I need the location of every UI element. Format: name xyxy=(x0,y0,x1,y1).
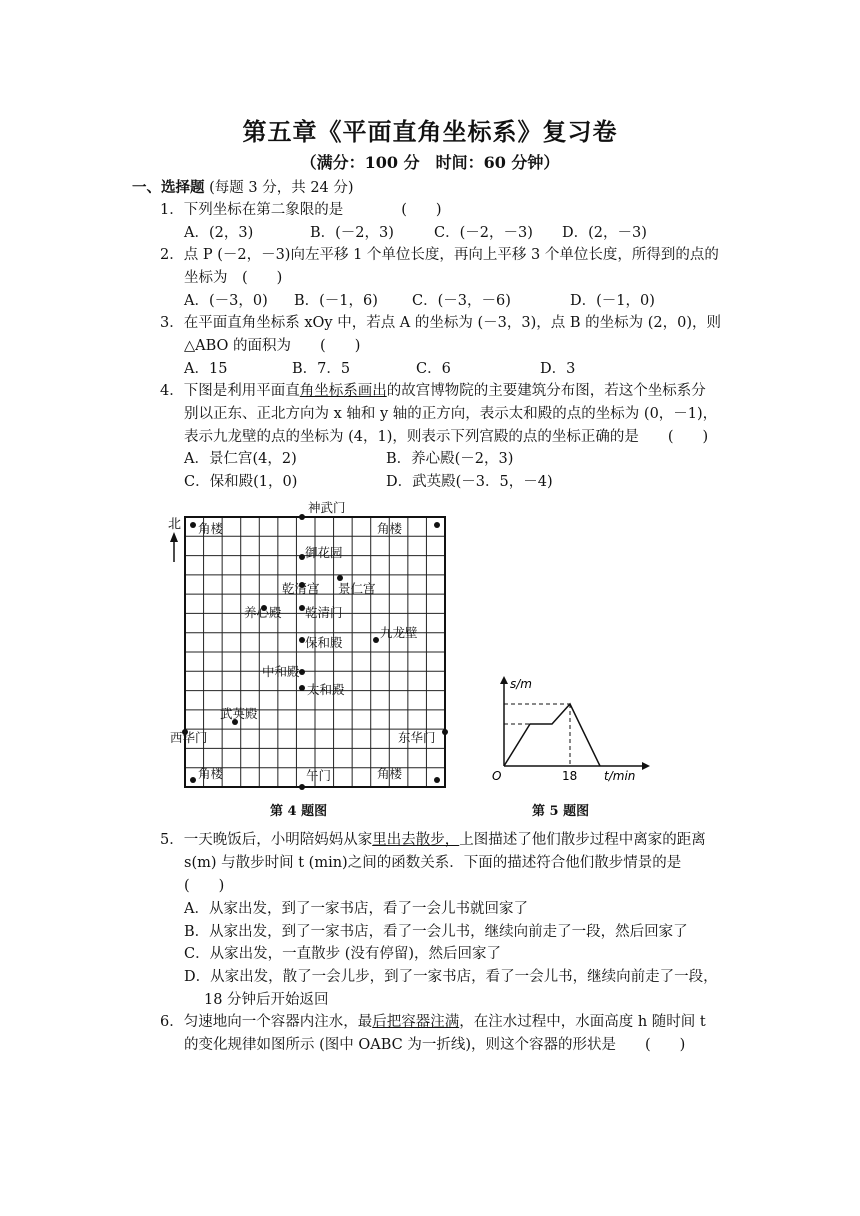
q6-stem-part1: 6．匀速地向一个容器内注水，最 xyxy=(160,1014,373,1030)
q2-stem-line1: 2．点 P (－2，－3)向左平移 1 个单位长度，再向上平移 3 个单位长度，所得到的点的 xyxy=(160,247,719,263)
q5-stem-part1: 5．一天晚饭后，小明陪妈妈从家 xyxy=(160,832,373,848)
q2-option-a: A．(－3，0) xyxy=(184,293,268,309)
fig5-graph xyxy=(486,670,656,790)
q4-stem-part2: 的故宫博物院的主要建筑分布图，若这个坐标系分 xyxy=(386,383,706,399)
label-jiaolou-se: 角楼 xyxy=(377,766,403,781)
building-point xyxy=(434,777,440,783)
q4-option-d: D．武英殿(－3．5，－4) xyxy=(386,474,553,490)
q3-option-d: D．3 xyxy=(540,361,576,377)
label-wuyingdian: 武英殿 xyxy=(220,706,258,721)
label-yangxindian: 养心殿 xyxy=(244,605,282,620)
label-xihuamen: 西华门 xyxy=(170,730,208,745)
fig5-origin: O xyxy=(492,769,502,783)
fig4-map xyxy=(160,500,460,800)
building-point xyxy=(299,685,305,691)
q1-option-b: B．(－2，3) xyxy=(310,225,394,241)
q2-option-d: D．(－1，0) xyxy=(570,293,655,309)
section-heading xyxy=(132,178,354,198)
q3-stem-line2: △ABO 的面积为 ( ) xyxy=(184,338,361,354)
q6-stem-underlined: 后把容器注满 xyxy=(372,1014,460,1030)
q1-option-a: A．(2，3) xyxy=(184,225,254,241)
label-qianqingmen: 乾清门 xyxy=(305,605,343,620)
q2-option-c: C．(－3，－6) xyxy=(412,293,511,309)
q3-option-b: B．7．5 xyxy=(292,361,351,377)
q5-stem-line1 xyxy=(160,830,706,850)
label-jiulongbi: 九龙壁 xyxy=(380,625,418,640)
north-arrow-head xyxy=(170,532,178,542)
q4-stem-underlined: 角坐标系画出 xyxy=(299,383,387,399)
label-qianqinggong: 乾清宫 xyxy=(282,581,320,596)
label-wumen: 午门 xyxy=(306,768,332,783)
page-subtitle: （满分：100 分 时间：60 分钟） xyxy=(300,153,560,172)
q4-stem-line1 xyxy=(160,381,706,401)
fig5-xlabel: t/min xyxy=(604,769,636,783)
label-jiaolou-ne: 角楼 xyxy=(377,521,403,536)
y-axis-arrow xyxy=(500,676,508,684)
q5-stem-line2: s(m) 与散步时间 t (min)之间的函数关系．下面的描述符合他们散步情景的是 xyxy=(184,855,682,871)
building-point xyxy=(373,637,379,643)
fig5-tick-18: 18 xyxy=(562,769,578,783)
label-donghuamen: 东华门 xyxy=(398,730,436,745)
q6-stem-line1 xyxy=(160,1012,706,1032)
q4-option-b: B．养心殿(－2，3) xyxy=(386,451,514,467)
q2-option-b: B．(－1，6) xyxy=(294,293,378,309)
label-shenwumen: 神武门 xyxy=(308,500,346,515)
q1-option-d: D．(2，－3) xyxy=(562,225,647,241)
north-label: 北 xyxy=(168,517,182,532)
fig4-caption: 第 4 题图 xyxy=(270,804,328,819)
building-point xyxy=(299,784,305,790)
q3-stem-line1: 3．在平面直角坐标系 xOy 中，若点 A 的坐标为 (－3，3)，点 B 的坐标为 (2，0)，则 xyxy=(160,315,722,331)
fig5-ylabel: s/m xyxy=(510,677,532,691)
q1-option-c: C．(－2，－3) xyxy=(434,225,533,241)
label-taihedian: 太和殿 xyxy=(307,682,345,697)
label-jiaolou-sw: 角楼 xyxy=(198,766,224,781)
q4-option-a: A．景仁宫(4，2) xyxy=(184,451,297,467)
q4-option-c: C．保和殿(1，0) xyxy=(184,474,298,490)
label-zhonghedian: 中和殿 xyxy=(262,664,300,679)
q6-stem-line2: 的变化规律如图所示 (图中 OABC 为一折线)，则这个容器的形状是 ( ) xyxy=(184,1037,686,1053)
q4-stem-part1: 4．下图是利用平面直 xyxy=(160,383,300,399)
building-point xyxy=(190,777,196,783)
building-point xyxy=(190,522,196,528)
building-point xyxy=(299,669,305,675)
q4-stem-line3: 表示九龙壁的点的坐标为 (4，1)，则表示下列宫殿的点的坐标正确的是 ( ) xyxy=(184,429,709,445)
q5-option-a: A．从家出发，到了一家书店，看了一会儿书就回家了 xyxy=(184,901,528,917)
section-note: (每题 3 分，共 24 分) xyxy=(204,180,354,196)
q3-option-a: A．15 xyxy=(184,361,228,377)
label-baohedian: 保和殿 xyxy=(305,635,343,650)
q5-option-d: D．从家出发，散了一会儿步，到了一家书店，看了一会儿书，继续向前走了一段， xyxy=(184,969,718,985)
label-yuhuayuan: 御花园 xyxy=(305,545,343,560)
q6-stem-part2: ，在注水过程中，水面高度 h 随时间 t xyxy=(459,1014,706,1030)
q5-option-b: B．从家出发，到了一家书店，看了一会儿书，继续向前走了一段，然后回家了 xyxy=(184,924,688,940)
fig5-caption: 第 5 题图 xyxy=(532,804,590,819)
q5-option-c: C．从家出发，一直散步 (没有停留)，然后回家了 xyxy=(184,946,502,962)
q1-stem: 1．下列坐标在第二象限的是 ( ) xyxy=(160,202,442,218)
q2-stem-line2: 坐标为 ( ) xyxy=(184,270,283,286)
q3-option-c: C．6 xyxy=(416,361,451,377)
page-title: 第五章《平面直角坐标系》复习卷 xyxy=(242,117,618,146)
label-jiaolou-nw: 角楼 xyxy=(198,521,224,536)
q5-option-d-cont: 18 分钟后开始返回 xyxy=(204,992,329,1008)
q5-stem-part2: 上图描述了他们散步过程中离家的距离 xyxy=(459,832,706,848)
q4-stem-line2: 别以正东、正北方向为 x 轴和 y 轴的正方向，表示太和殿的点的坐标为 (0，－1)， xyxy=(184,406,718,422)
building-point xyxy=(434,522,440,528)
q5-stem-line3: ( ) xyxy=(184,878,225,894)
label-jingrengong: 景仁宫 xyxy=(338,581,376,596)
section-title: 一、选择题 xyxy=(132,179,205,196)
q5-stem-underlined: 里出去散步， xyxy=(372,832,460,848)
building-point xyxy=(299,514,305,520)
distance-curve xyxy=(504,704,600,766)
building-point xyxy=(442,729,448,735)
x-axis-arrow xyxy=(642,762,650,770)
